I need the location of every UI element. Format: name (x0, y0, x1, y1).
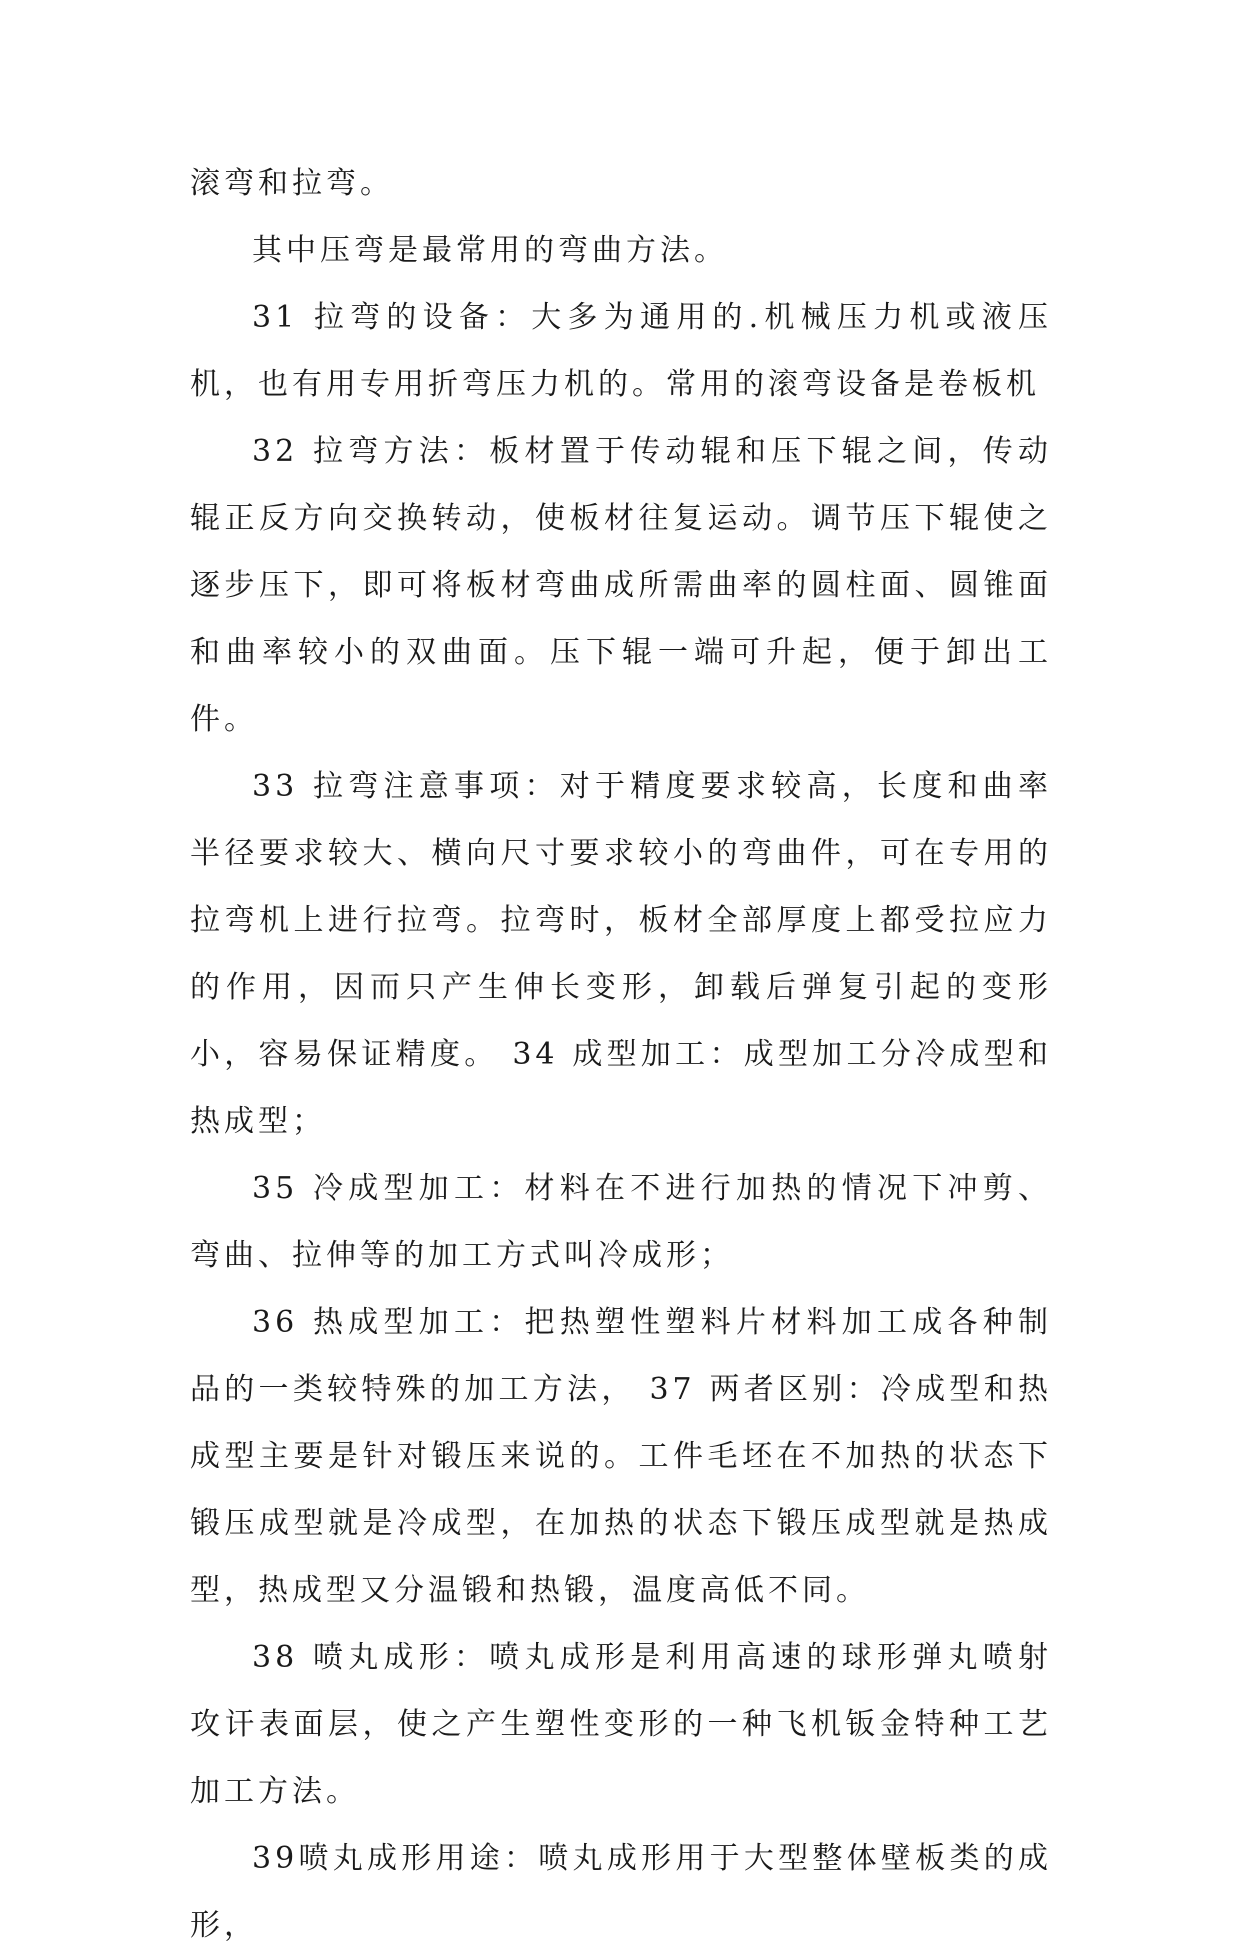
paragraph-5: 33 拉弯注意事项：对于精度要求较高，长度和曲率半径要求较大、横向尺寸要求较小的弯曲件，可在专用的拉弯机上进行拉弯。拉弯时，板材全部厚度上都受拉应力的作用，因而只产生伸长变形，卸载后弹复引起的变形小，容易保证精度。 34 成型加工：成型加工分冷成型和热成型； (190, 769, 1052, 1139)
paragraph-4: 32 拉弯方法：板材置于传动辊和压下辊之间，传动辊正反方向交换转动，使板材往复运动。调节压下辊使之逐步压下，即可将板材弯曲成所需曲率的圆柱面、圆锥面和曲率较小的双曲面。压下辊一端可升起，便于卸出工件。 (190, 434, 1052, 737)
paragraph-7: 36 热成型加工：把热塑性塑料片材料加工成各种制品的一类较特殊的加工方法， 37 两者区别：冷成型和热成型主要是针对锻压来说的。工件毛坯在不加热的状态下锻压成型就是冷成型，在加热的状态下锻压成型就是热成型，热成型又分温锻和热锻，温度高低不同。 (190, 1305, 1052, 1608)
paragraph-1: 滚弯和拉弯。 (190, 166, 394, 201)
paragraph-8: 38 喷丸成形：喷丸成形是利用高速的球形弹丸喷射攻讦表面层，使之产生塑性变形的一种飞机钣金特种工艺加工方法。 (190, 1640, 1052, 1809)
paragraph-9: 39喷丸成形用途：喷丸成形用于大型整体壁板类的成形， (190, 1841, 1052, 1943)
paragraph-2: 其中压弯是最常用的弯曲方法。 (252, 233, 728, 268)
paragraph-6: 35 冷成型加工：材料在不进行加热的情况下冲剪、弯曲、拉伸等的加工方式叫冷成形； (190, 1171, 1052, 1273)
document-body (190, 150, 1052, 1959)
paragraph-3: 31 拉弯的设备：大多为通用的.机械压力机或液压机，也有用专用折弯压力机的。常用的滚弯设备是卷板机 (190, 300, 1052, 402)
